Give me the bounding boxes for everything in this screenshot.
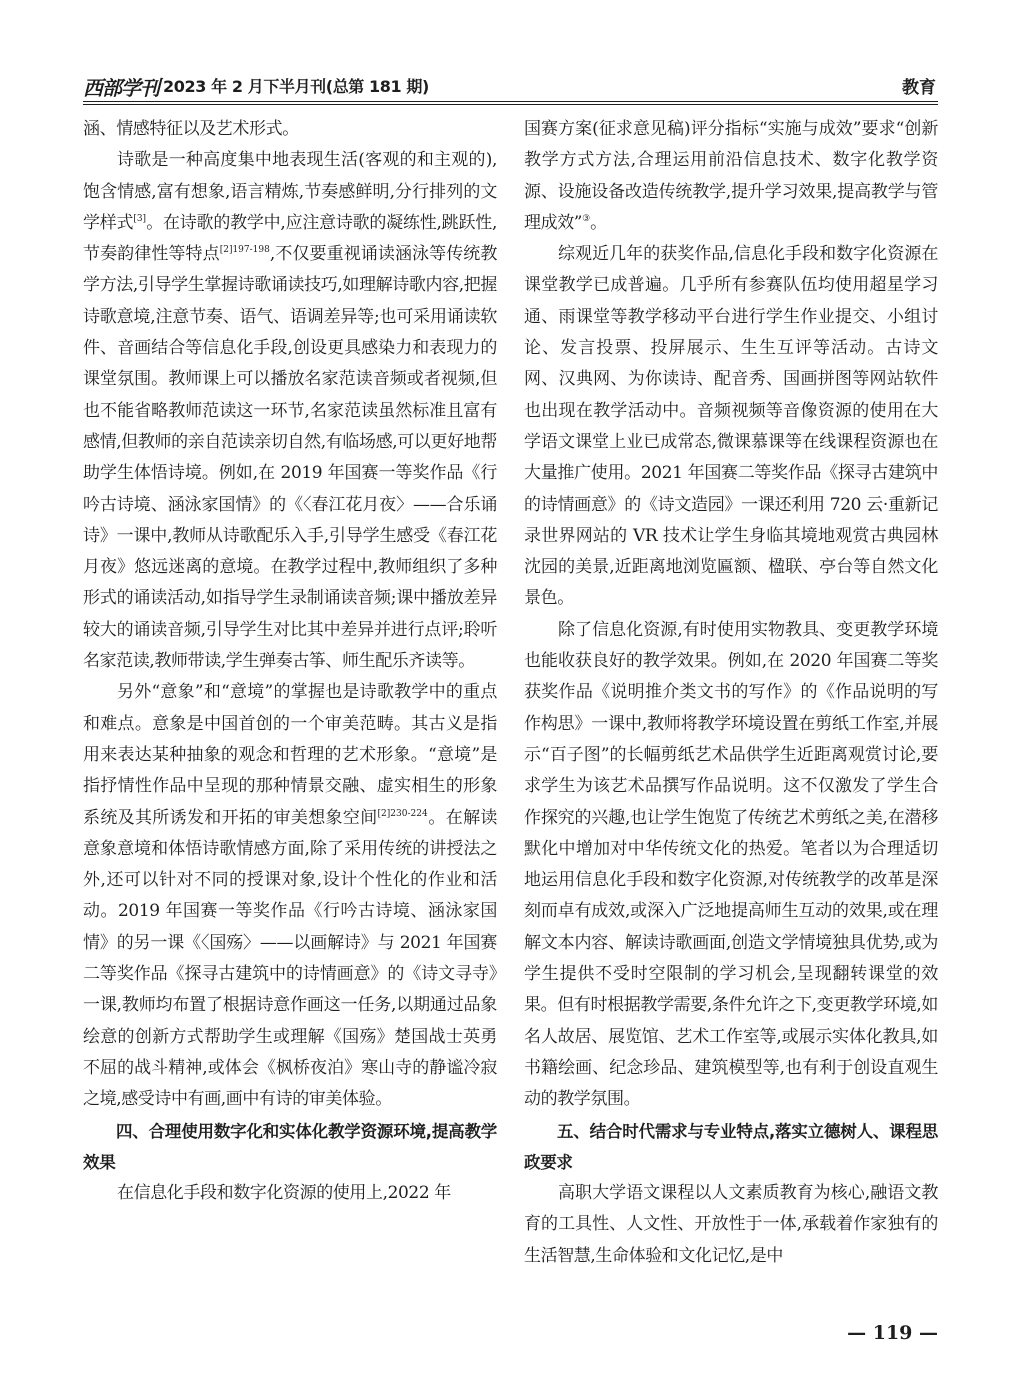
paragraph: 国赛方案(征求意见稿)评分指标“实施与成效”要求“创新教学方式方法,合理运用前沿信息技术、数字化教学资源、设施设备改造传统教学,提升学习效果,提高教学与管理成效”③。 [524, 119, 938, 233]
citation: [2]230-224 [377, 808, 428, 819]
paragraph: 高职大学语文课程以人文素质教育为核心,融语文教育的工具性、人文性、开放性于一体,承载着作家独有的生活智慧,生命体验和文化记忆,是中 [524, 1183, 938, 1266]
footnote-mark: ③ [582, 213, 591, 224]
right-column [524, 114, 938, 1272]
citation: [3] [133, 213, 147, 224]
running-header [83, 70, 938, 100]
citation: [2]197-198 [219, 245, 270, 256]
header-rule [83, 101, 938, 102]
left-column [83, 114, 497, 1209]
header-rule-thin [83, 104, 938, 105]
paragraph: 综观近几年的获奖作品,信息化手段和数字化资源在课堂教学已成普遍。几乎所有参赛队伍均使用超星学习通、雨课堂等教学移动平台进行学生作业提交、小组讨论、发言投票、投屏展示、生生互评等活动。古诗文网、汉典网、为你读诗、配音秀、国画拼图等网站软件也出现在教学活动中。音频视频等音像资源的使用在大学语文课堂上业已成常态,微课慕课等在线课程资源也在大量推广使用。2021 年国赛二等奖作品《探寻古建筑中的诗情画意》的《诗文造园》一课还利用 720 云·重新记录世界网站的 VR 技术让学生身临其境地观赏古典园林沈园的美景,近距离地浏览匾额、楹联、亭台等自然文化景色。 [524, 244, 938, 609]
issue-info: 2023 年 2 月下半月刊(总第 181 期) [163, 77, 429, 96]
section-heading: 四、合理使用数字化和实体化教学资源环境,提高教学效果 [83, 1121, 497, 1172]
section-heading: 五、结合时代需求与专业特点,落实立德树人、课程思政要求 [524, 1121, 938, 1172]
section-name: 教育 [902, 78, 936, 98]
paragraph: 另外“意象”和“意境”的掌握也是诗歌教学中的重点和难点。意象是中国首创的一个审美范畴。其古义是指用来表达某种抽象的观念和哲理的艺术形象。“意境”是指抒情性作品中呈现的那种情景交融、虚实相生的形象系统及其所诱发和开拓的审美想象空间$^{[2]230-224}$。在解读意象意境和体悟诗歌情感方面,除了采用传统的讲授法之外,还可以针对不同的授课对象,设计个性化的作业和活动。2019 年国赛一等奖作品《行吟古诗境、涵泳家国情》的另一课《〈国殇〉——以画解诗》与 2021 年国赛二等奖作品《探寻古建筑中的诗情画意》的《诗文寻寺》一课,教师均布置了根据诗意作画这一任务,以期通过品象绘意的创新方式帮助学生或理解《国殇》楚国战士英勇不屈的战斗精神,或体会《枫桥夜泊》寒山寺的静谧冷寂之境,感受诗中有画,画中有诗的审美体验。 [83, 682, 498, 1110]
paragraph: 除了信息化资源,有时使用实物教具、变更教学环境也能收获良好的教学效果。例如,在 2020 年国赛二等奖获奖作品《说明推介类文书的写作》的《作品说明的写作构思》一课中,教师将教学环境设置在剪纸工作室,并展示“百子图”的长幅剪纸艺术品供学生近距离观赏讨论,要求学生为该艺术品撰写作品说明。这不仅激发了学生合作探究的兴趣,也让学生饱览了传统艺术剪纸之美,在潜移默化中增加对中华传统文化的热爱。笔者以为合理适切地运用信息化手段和数字化资源,对传统教学的改革是深刻而卓有成效,或深入广泛地提高师生互动的效果,或在理解文本内容、解读诗歌画面,创造文学情境独具优势,或为学生提供不受时空限制的学习机会,呈现翻转课堂的效果。但有时根据教学需要,条件允许之下,变更教学环境,如名人故居、展览馆、艺术工作室等,或展示实体化教具,如书籍绘画、纪念珍品、建筑模型等,也有利于创设直观生动的教学氛围。 [524, 619, 938, 1110]
paragraph: 在信息化手段和数字化资源的使用上,2022 年 [117, 1183, 451, 1204]
paragraph: 诗歌是一种高度集中地表现生活(客观的和主观的),饱含情感,富有想象,语言精炼,节奏感鲜明,分行排列的文学样式[3]。在诗歌的教学中,应注意诗歌的凝练性,跳跃性,节奏韵律性等特点$^{[2]197-198}$,不仅要重视诵读涵泳等传统教学方法,引导学生掌握诗歌诵读技巧,如理解诗歌内容,把握诗歌意境,注意节奏、语气、语调差异等;也可采用诵读软件、音画结合等信息化手段,创设更具感染力和表现力的课堂氛围。教师课上可以播放名家范读音频或者视频,但也不能省略教师范读这一环节,名家范读虽然标准且富有感情,但教师的亲自范读亲切自然,有临场感,可以更好地帮助学生体悟诗境。例如,在 2019 年国赛一等奖作品《行吟古诗境、涵泳家国情》的《〈春江花月夜〉——合乐诵诗》一课中,教师从诗歌配乐入手,引导学生感受《春江花月夜》悠远迷离的意境。在教学过程中,教师组织了多种形式的诵读活动,如指导学生录制诵读音频;课中播放差异较大的诵读音频,引导学生对比其中差异并进行点评;聆听名家范读,教师带读,学生弹奏古筝、师生配乐齐读等。 [83, 150, 497, 672]
page-number: — 119 — [847, 1322, 938, 1344]
paragraph: 涵、情感特征以及艺术形式。 [83, 119, 299, 139]
journal-logo: 西部学刊 [83, 76, 159, 100]
